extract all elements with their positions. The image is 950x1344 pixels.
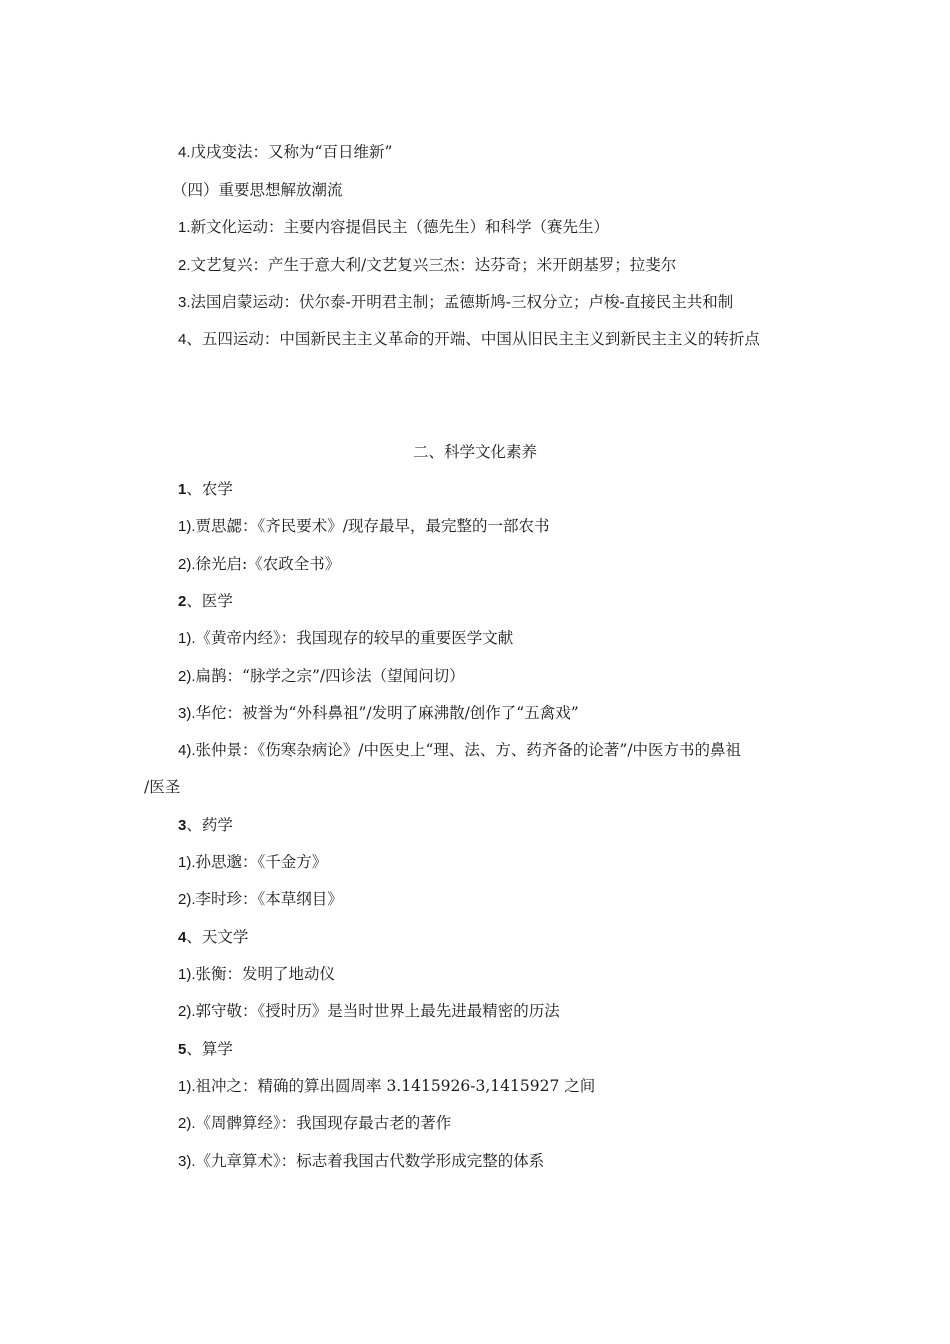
item-number: 2. bbox=[178, 257, 191, 274]
list-item bbox=[178, 888, 343, 911]
category-heading-agriculture bbox=[178, 478, 233, 501]
item-text: 文艺复兴：产生于意大利/文艺复兴三杰：达芬奇；米开朗基罗；拉斐尔 bbox=[190, 256, 677, 274]
item-text: 孙思邈：《千金方》 bbox=[195, 853, 328, 871]
paragraph-new-culture-movement bbox=[178, 216, 609, 239]
list-item bbox=[178, 553, 340, 576]
category-number: 1 bbox=[178, 481, 187, 498]
item-number: 1). bbox=[178, 1078, 196, 1095]
item-text: 徐光启:《农政全书》 bbox=[195, 555, 341, 573]
category-heading-astronomy bbox=[178, 926, 248, 949]
category-number: 2 bbox=[178, 593, 187, 610]
item-number: 2). bbox=[178, 556, 196, 573]
category-label: 、算学 bbox=[186, 1040, 233, 1058]
item-text: 新文化运动：主要内容提倡民主（德先生）和科学（赛先生） bbox=[190, 218, 610, 236]
category-label: 、药学 bbox=[186, 816, 233, 834]
list-item bbox=[178, 515, 550, 538]
item-number: 2). bbox=[178, 668, 196, 685]
item-text: 张衡：发明了地动仪 bbox=[195, 965, 336, 983]
paragraph-enlightenment bbox=[178, 291, 733, 314]
item-text: 戊戌变法：又称为“百日维新” bbox=[190, 143, 393, 161]
list-item bbox=[178, 1000, 560, 1023]
item-text: 《周髀算经》：我国现存最古老的著作 bbox=[195, 1114, 452, 1132]
category-number: 5 bbox=[178, 1041, 187, 1058]
list-item bbox=[178, 1112, 451, 1135]
category-heading-pharmacy bbox=[178, 814, 233, 837]
item-number: 4. bbox=[178, 144, 191, 161]
item-text: 、五四运动：中国新民主主义革命的开端、中国从旧民主主义到新民主主义的转折点 bbox=[186, 330, 760, 348]
item-number: 2). bbox=[178, 891, 196, 908]
item-number: 2). bbox=[178, 1003, 196, 1020]
list-item bbox=[178, 739, 741, 762]
category-number: 3 bbox=[178, 817, 187, 834]
list-item bbox=[178, 1150, 544, 1173]
item-number: 4 bbox=[178, 331, 187, 348]
category-label: 、医学 bbox=[186, 592, 233, 610]
item-text: 祖冲之：精确的算出圆周率 3.1415926-3,1415927 之间 bbox=[195, 1077, 596, 1095]
item-text: 《九章算术》：标志着我国古代数学形成完整的体系 bbox=[195, 1152, 545, 1170]
item-text: 法国启蒙运动：伏尔泰-开明君主制；孟德斯鸠-三权分立；卢梭-直接民主共和制 bbox=[190, 293, 734, 311]
item-text: 华佗：被誉为“外科鼻祖”/发明了麻沸散/创作了“五禽戏” bbox=[195, 704, 579, 722]
item-number: 1. bbox=[178, 219, 191, 236]
category-number: 4 bbox=[178, 929, 187, 946]
item-number: 3). bbox=[178, 705, 196, 722]
item-number: 3. bbox=[178, 294, 191, 311]
item-text: 张仲景：《伤寒杂病论》/中医史上“理、法、方、药齐备的论著”/中医方书的鼻祖 bbox=[195, 741, 742, 759]
list-item bbox=[178, 665, 465, 688]
list-item bbox=[178, 1075, 595, 1098]
item-number: 1). bbox=[178, 854, 196, 871]
list-item bbox=[178, 963, 335, 986]
category-heading-medicine bbox=[178, 590, 233, 613]
item-text: 贾思勰：《齐民要术》/现存最早，最完整的一部农书 bbox=[195, 517, 550, 535]
item-text: 郭守敬：《授时历》是当时世界上最先进最精密的历法 bbox=[195, 1002, 560, 1020]
paragraph-renaissance bbox=[178, 254, 676, 277]
item-number: 2). bbox=[178, 1115, 196, 1132]
item-text: 《黄帝内经》：我国现存的较早的重要医学文献 bbox=[195, 629, 514, 647]
item-text: 李时珍：《本草纲目》 bbox=[195, 890, 343, 908]
list-item bbox=[178, 627, 513, 650]
paragraph-may-fourth bbox=[178, 328, 760, 351]
list-item bbox=[178, 851, 327, 874]
item-number: 1). bbox=[178, 518, 196, 535]
section-title-science-culture: 二、科学文化素养 bbox=[412, 443, 537, 461]
list-item bbox=[178, 702, 579, 725]
category-label: 、天文学 bbox=[186, 928, 249, 946]
list-item-continuation: /医圣 bbox=[144, 778, 181, 796]
item-number: 1). bbox=[178, 966, 196, 983]
category-heading-mathematics bbox=[178, 1038, 233, 1061]
item-text: 扁鹊：“脉学之宗”/四诊法（望闻问切） bbox=[195, 667, 465, 685]
item-number: 3). bbox=[178, 1153, 196, 1170]
item-number: 1). bbox=[178, 630, 196, 647]
item-number: 4). bbox=[178, 742, 196, 759]
paragraph-wuxu-reform bbox=[178, 141, 392, 164]
subheading-thought-liberation: （四）重要思想解放潮流 bbox=[172, 181, 343, 199]
category-label: 、农学 bbox=[186, 480, 233, 498]
